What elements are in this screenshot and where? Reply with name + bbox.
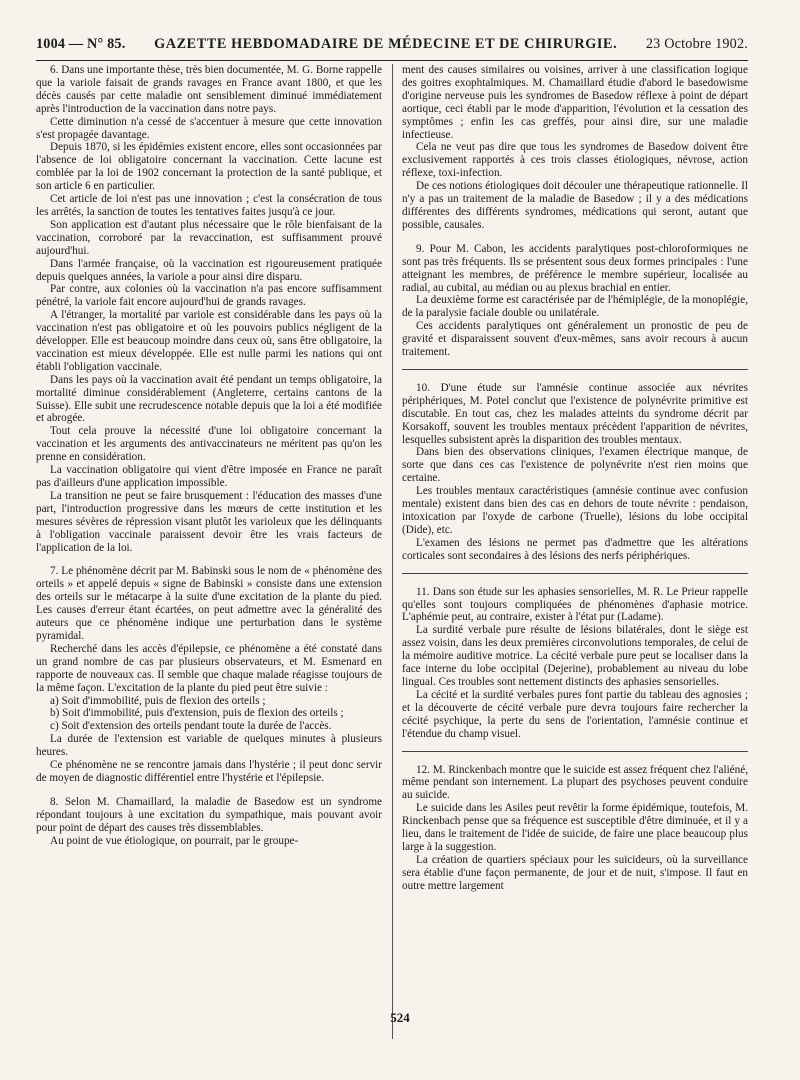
paragraph: Les troubles mentaux caractéristiques (amnésie continue avec confusion mentale) existent dans bien des cas en dehors de toute névrite : pendaison, intoxication par l'oxyde de carbone (Truelle), lésions du lobe occipital (Dide), etc. [402, 485, 748, 536]
paragraph: La surdité verbale pure résulte de lésions bilatérales, dont le siège est assez voisin, dans les deux premières circonvolutions temporales, de celui de la mémoire auditive motrice. La cécité verbale pure peut se localiser dans la face interne du lobe occipital (Dejerine), probablement au niveau du lobe lingual. Ces troubles sont nettement distincts des aphasies sensorielles. [402, 624, 748, 688]
paragraph: Cet article de loi n'est pas une innovation ; c'est la consécration de tous les arrêtés, la sanction de toutes les tentatives faites jusqu'à ce jour. [36, 193, 382, 218]
paragraph: La vaccination obligatoire qui vient d'être imposée en France ne paraît pas d'ailleurs d'une application impossible. [36, 464, 382, 489]
section-divider [402, 751, 748, 752]
paragraph: Ce phénomène ne se rencontre jamais dans l'hystérie ; il peut donc servir de moyen de diagnostic différentiel entre l'hystérie et l'épilepsie. [36, 759, 382, 784]
paragraph: L'examen des lésions ne permet pas d'admettre que les altérations corticales sont secondaires à des lésions des nerfs périphériques. [402, 536, 748, 562]
paragraph: La deuxième forme est caractérisée par de l'hémiplégie, de la monoplégie, de la paralysie faciale double ou unilatérale. [402, 294, 748, 320]
paragraph: 11. Dans son étude sur les aphasies sensorielles, M. R. Le Prieur rappelle qu'elles sont toujours compliquées de phénomènes d'aphasie motrice. L'aphémie peut, au contraire, exister à l'état pur (Ladame). [402, 585, 748, 624]
paragraph: 7. Le phénomène décrit par M. Babinski sous le nom de « phénomène des orteils » et appelé depuis « signe de Babinski » consiste dans une extension des orteils sur le métacarpe à la suite d'une excitation de la plante du pied. Les causes d'erreur étant écartées, on peut admettre avec la généralité des auteurs que ce phénomène indique une perturbation dans le système pyramidal. [36, 565, 382, 642]
paragraph: A l'étranger, la mortalité par variole est considérable dans les pays où la vaccination n'est pas obligatoire et où les pouvoirs publics négligent de la développer. Elle est beaucoup moindre dans ceux où, sans être obligatoire, la vaccination est mieux développée. Elle est nulle parmi les nations qui ont établi l'obligation vaccinale. [36, 309, 382, 373]
paragraph: Cette diminution n'a cessé de s'accentuer à mesure que cette innovation s'est propagée davantage. [36, 115, 382, 141]
paragraph: Son application est d'autant plus nécessaire que le rôle bienfaisant de la vaccination, corroboré par la revaccination, est suffisamment prouvé aujourd'hui. [36, 218, 382, 257]
running-header [36, 36, 748, 61]
paragraph: Recherché dans les accès d'épilepsie, ce phénomène a été constaté dans un grand nombre de cas par plusieurs observateurs, et M. Esmenard en rapporte de nouveaux cas. Il semble que chaque malade réagisse toujours de la même façon. L'excitation de la plante du pied peut être suivie : [36, 642, 382, 694]
text-columns [36, 64, 748, 1039]
journal-title: GAZETTE HEBDOMADAIRE DE MÉDECINE ET DE CHIRURGIE. [154, 36, 618, 52]
paragraph: Dans les pays où la vaccination avait été pendant un temps obligatoire, la mortalité diminue considérablement (Angleterre, certains cantons de la Suisse). Elle subit une recrudescence notable depuis que la loi a été modifiée et abrogée. [36, 373, 382, 425]
paragraph: Tout cela prouve la nécessité d'une loi obligatoire concernant la vaccination et les arguments des antivaccinateurs ne méritent pas qu'on les prenne en considération. [36, 425, 382, 464]
section-divider [402, 573, 748, 574]
list-item: a) Soit d'immobilité, puis de flexion des orteils ; [50, 694, 266, 707]
issue-date: 23 Octobre 1902. [645, 36, 748, 52]
section-gap [36, 785, 382, 796]
paragraph: La cécité et la surdité verbales pures font partie du tableau des agnosies ; et la découverte de cécité verbale pure devra toujours faire rechercher la cécité psychique, la perte du sens de l'orientation, l'amnésie continue et l'étendue du champ visuel. [402, 688, 748, 740]
paragraph: Depuis 1870, si les épidémies existent encore, elles sont occasionnées par l'absence de loi obligatoire concernant la vaccination. Cette lacune est comblée par la loi de 1902 concernant la protection de la santé publique, et son article 6 en particulier. [36, 141, 382, 193]
paragraph: 10. D'une étude sur l'amnésie continue associée aux névrites périphériques, M. Potel conclut que l'existence de polynévrite primitive est discutable. En tout cas, chez les malades atteints du syndrome décrit par Korsakoff, souvent les troubles mentaux précèdent l'apparition de névrites, lesquelles subsistent après la disparition des troubles mentaux. [402, 381, 748, 446]
paragraph: Dans bien des observations cliniques, l'examen électrique manque, de sorte que dans ces cas l'existence de polynévrite n'est rien moins que certaine. [402, 446, 748, 485]
section-divider [402, 369, 748, 370]
paragraph: Ces accidents paralytiques ont généralement un pronostic de peu de gravité et disparaissent souvent d'eux-mêmes, sans avoir recours à aucun traitement. [402, 320, 748, 359]
paragraph: 8. Selon M. Chamaillard, la maladie de Basedow est un syndrome répondant toujours à une excitation du sympathique, mais pouvant avoir pour point de départ des causes très dissemblables. [36, 795, 382, 834]
paragraph: Par contre, aux colonies où la vaccination n'a pas encore suffisamment pénétré, la variole fait encore aujourd'hui de grands ravages. [36, 283, 382, 309]
page-issue-label: 1004 — N° 85. [36, 36, 126, 52]
paragraph: La création de quartiers spéciaux pour les suicideurs, où la surveillance sera établie d'une façon permanente, de jour et de nuit, s'impose. Il faut en outre mettre largement [402, 853, 748, 892]
paragraph: Dans l'armée française, où la vaccination est rigoureusement pratiquée depuis quelques années, la variole a pour ainsi dire disparu. [36, 257, 382, 283]
journal-page [36, 36, 748, 1046]
paragraph: 9. Pour M. Cabon, les accidents paralytiques post-chloroformiques ne sont pas très fréquents. Ils se présentent sous deux formes principales : l'une atteignant les membres, de préférence le membre supérieur, localisée au radial, au cubital, au médian ou au plexus brachial en entier. [402, 242, 748, 294]
paragraph: La transition ne peut se faire brusquement : l'éducation des masses d'une part, l'introduction progressive dans les mœurs de cette institution et les mesures sévères de répression visant plutôt les varioleux que les délinquants à l'obligation vaccinale paraissent devoir être les vrais facteurs de l'application de la loi. [36, 489, 382, 554]
list-item: b) Soit d'immobilité, puis d'extension, puis de flexion des orteils ; [50, 707, 344, 720]
page-number: 524 [390, 1010, 410, 1025]
paragraph: La durée de l'extension est variable de quelques minutes à plusieurs heures. [36, 733, 382, 759]
paragraph: ment des causes similaires ou voisines, arriver à une classification logique des goitres exophtalmiques. M. Chamaillard étudie d'abord le basedowisme d'origine nerveuse puis les syndromes de Basedow réflexe à point de départ aortique, ceci établi par le mode d'apparition, l'évolution et la cessation des symptômes ; enfin les cas greffés, pour ainsi dire, sur une maladie infectieuse. [402, 64, 748, 141]
paragraph: 6. Dans une importante thèse, très bien documentée, M. G. Borne rappelle que la variole faisait de grands ravages en France avant 1800, et que les décès causés par cette maladie ont sensiblement diminué immédiatement après l'introduction de la vaccination dans notre pays. [36, 64, 382, 115]
left-column [36, 64, 382, 1039]
paragraph: 12. M. Rinckenbach montre que le suicide est assez fréquent chez l'aliéné, même pendant son internement. La plupart des psychoses peuvent conduire au suicide. [402, 763, 748, 802]
list-item: c) Soit d'extension des orteils pendant toute la durée de l'accès. [50, 720, 332, 733]
section-gap [36, 554, 382, 565]
paragraph: Le suicide dans les Asiles peut revêtir la forme épidémique, toutefois, M. Rinckenbach pense que sa fréquence est susceptible d'être diminuée, et il y a lieu, dans le traitement de l'idée de suicide, de faire une place beaucoup plus large à la suggestion. [402, 802, 748, 853]
paragraph: De ces notions étiologiques doit découler une thérapeutique rationnelle. Il n'y a pas un traitement de la maladie de Basedow ; il y a des médications différentes des différents syndromes, médications qui seront, autant que possible, causales. [402, 180, 748, 231]
paragraph: Au point de vue étiologique, on pourrait, par le groupe- [50, 834, 299, 847]
section-gap [402, 232, 748, 243]
paragraph: Cela ne veut pas dire que tous les syndromes de Basedow doivent être exclusivement rapportés à ces trois classes étiologiques, névrose, action réflexe, toxi-infection. [402, 141, 748, 180]
right-column [402, 64, 748, 1039]
